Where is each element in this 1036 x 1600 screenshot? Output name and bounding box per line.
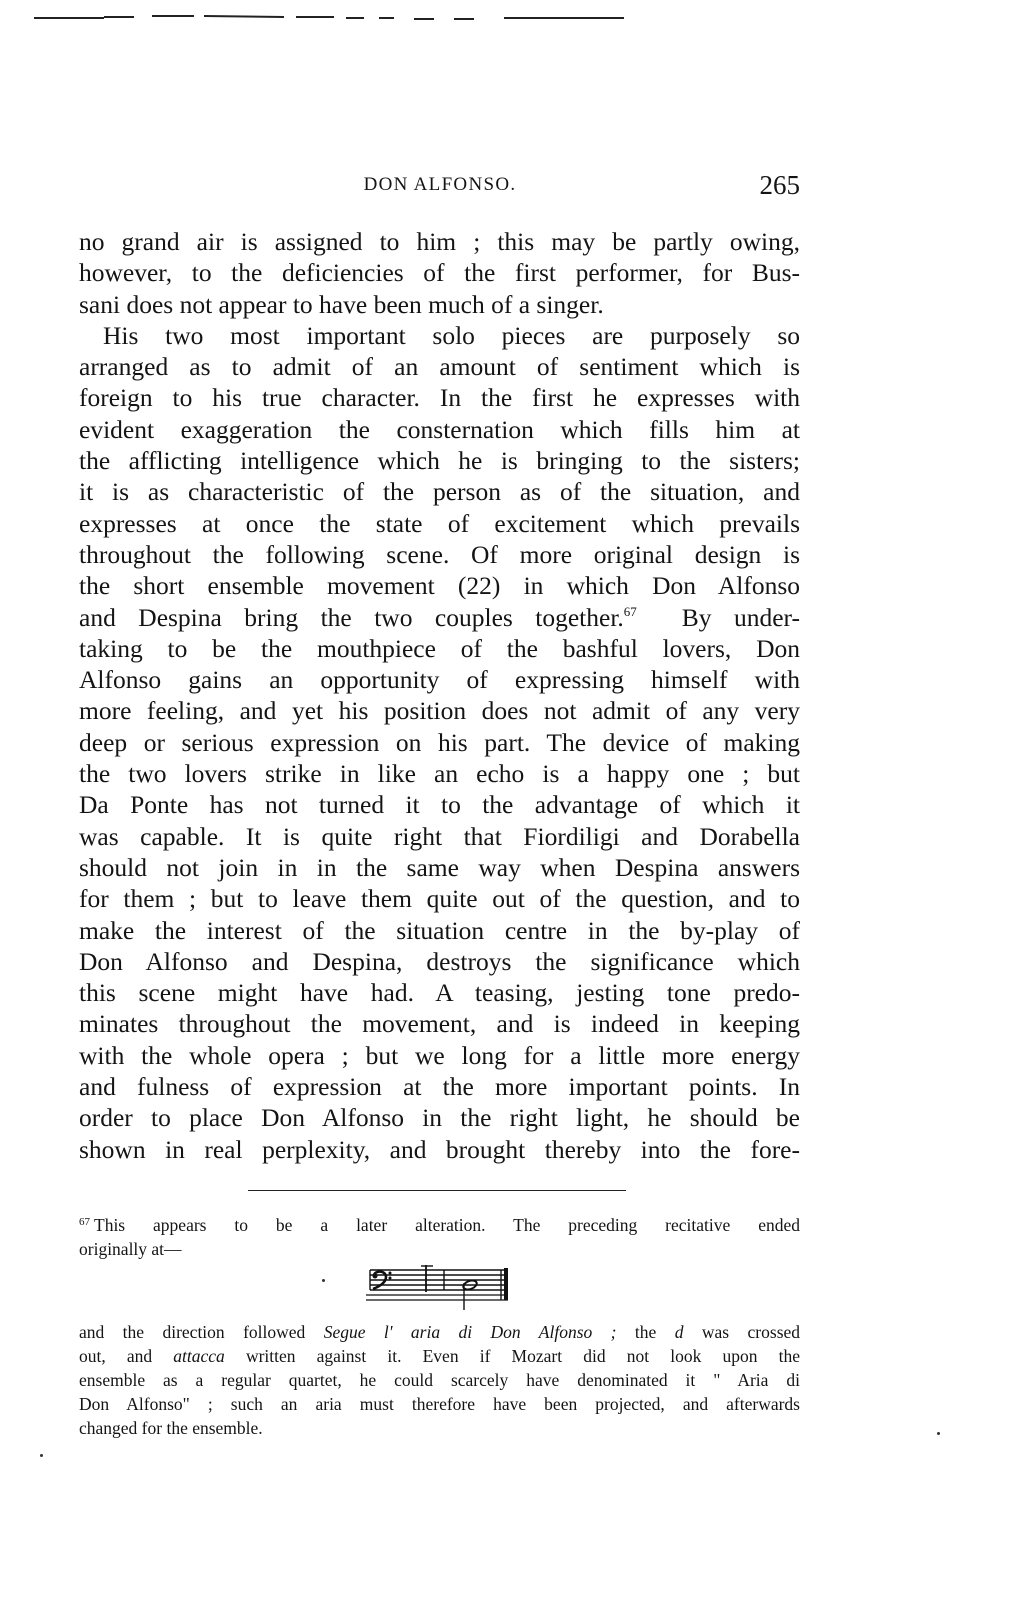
scan-speck [322, 1279, 325, 1282]
text-line: Alfonso gains an opportunity of expressing himself with [79, 665, 800, 695]
footnote-reference: 67 [623, 603, 637, 619]
text-line [79, 602, 800, 633]
footnote-italic-text: Segue l' aria di Don Alfonso ; [323, 1322, 617, 1342]
footnote-text: This appears to be a later alteration. The preceding recitative ended [94, 1215, 800, 1235]
text-line: and fulness of expression at the more important points. In [79, 1072, 800, 1102]
scan-speck [40, 1454, 43, 1457]
text-line-part: By under- [681, 602, 800, 632]
text-line: the afflicting intelligence which he is bringing to the sisters; [79, 446, 800, 476]
text-line: the short ensemble movement (22) in which Don Alfonso [79, 571, 800, 601]
footnote-text: and the direction followed [79, 1322, 306, 1342]
text-line: should not join in in the same way when Despina answers [79, 852, 800, 882]
footnote-line [79, 1320, 800, 1344]
footnote-text: out, and [79, 1346, 153, 1366]
paragraph-2 [79, 320, 800, 1165]
running-title: DON ALFONSO. [363, 174, 517, 195]
paragraph-1 [79, 226, 800, 320]
text-line: arranged as to admit of an amount of sentiment which is [79, 352, 800, 382]
footnote [79, 1213, 800, 1261]
text-line: no grand air is assigned to him ; this may be partly owing, [79, 227, 800, 256]
text-line: evident exaggeration the consternation which fills him at [79, 414, 800, 444]
text-line: more feeling, and yet his position does not admit of any very [79, 696, 800, 726]
footnote-text: was crossed [701, 1322, 801, 1342]
text-line: Don Alfonso and Despina, destroys the significance which [79, 946, 800, 976]
footnote-rule [248, 1190, 626, 1191]
footnote-line [79, 1344, 800, 1368]
footnote-line: originally at— [79, 1239, 182, 1259]
text-line: His two most important solo pieces are purposely so [103, 320, 800, 350]
text-line: it is as characteristic of the person as of the situation, and [79, 477, 800, 507]
page-number: 265 [759, 170, 800, 200]
scan-artifact-line [34, 12, 624, 22]
text-line: taking to be the mouthpiece of the bashful lovers, Don [79, 633, 800, 663]
text-line: with the whole opera ; but we long for a little more energy [79, 1040, 800, 1070]
footnote-continued [79, 1320, 800, 1440]
footnote-italic-text: d [674, 1322, 684, 1342]
text-line: Da Ponte has not turned it to the advantage of which it [79, 790, 800, 820]
text-line-part: and Despina bring the two couples together. [79, 602, 624, 632]
footnote-mark: 67 [79, 1216, 90, 1228]
footnote-text: the [634, 1322, 657, 1342]
text-line: for them ; but to leave them quite out of the question, and to [79, 884, 800, 914]
text-line: order to place Don Alfonso in the right light, he should be [79, 1103, 800, 1133]
footnote-line: Don Alfonso" ; such an aria must therefore have been projected, and afterwards [79, 1394, 800, 1414]
text-line: minates throughout the movement, and is indeed in keeping [79, 1009, 800, 1039]
running-head [80, 170, 800, 204]
body-text [79, 226, 800, 1165]
text-line: make the interest of the situation centre in the by-play of [79, 915, 800, 945]
text-line: however, to the deficiencies of the first performer, for Bus- [79, 258, 800, 288]
footnote-italic-text: attacca [173, 1346, 225, 1366]
text-line: throughout the following scene. Of more original design is [79, 539, 800, 569]
text-line: the two lovers strike in like an echo is a happy one ; but [79, 759, 800, 789]
text-line: expresses at once the state of excitement which prevails [79, 508, 800, 538]
text-line: shown in real perplexity, and brought thereby into the fore- [79, 1134, 800, 1164]
footnote-line: ensemble as a regular quartet, he could scarcely have denominated it " Aria di [79, 1370, 800, 1390]
footnote-text: written against it. Even if Mozart did not look upon the [245, 1346, 800, 1366]
text-line: this scene might have had. A teasing, jesting tone predo- [79, 978, 800, 1008]
footnote-line: changed for the ensemble. [79, 1418, 263, 1438]
music-notation-example [366, 1262, 516, 1310]
text-line: foreign to his true character. In the first he expresses with [79, 383, 800, 413]
scan-speck [937, 1432, 940, 1435]
text-line: sani does not appear to have been much of a singer. [79, 289, 604, 319]
text-line: was capable. It is quite right that Fiordiligi and Dorabella [79, 821, 800, 851]
footnote-line [79, 1213, 800, 1237]
text-line: deep or serious expression on his part. The device of making [79, 727, 800, 757]
